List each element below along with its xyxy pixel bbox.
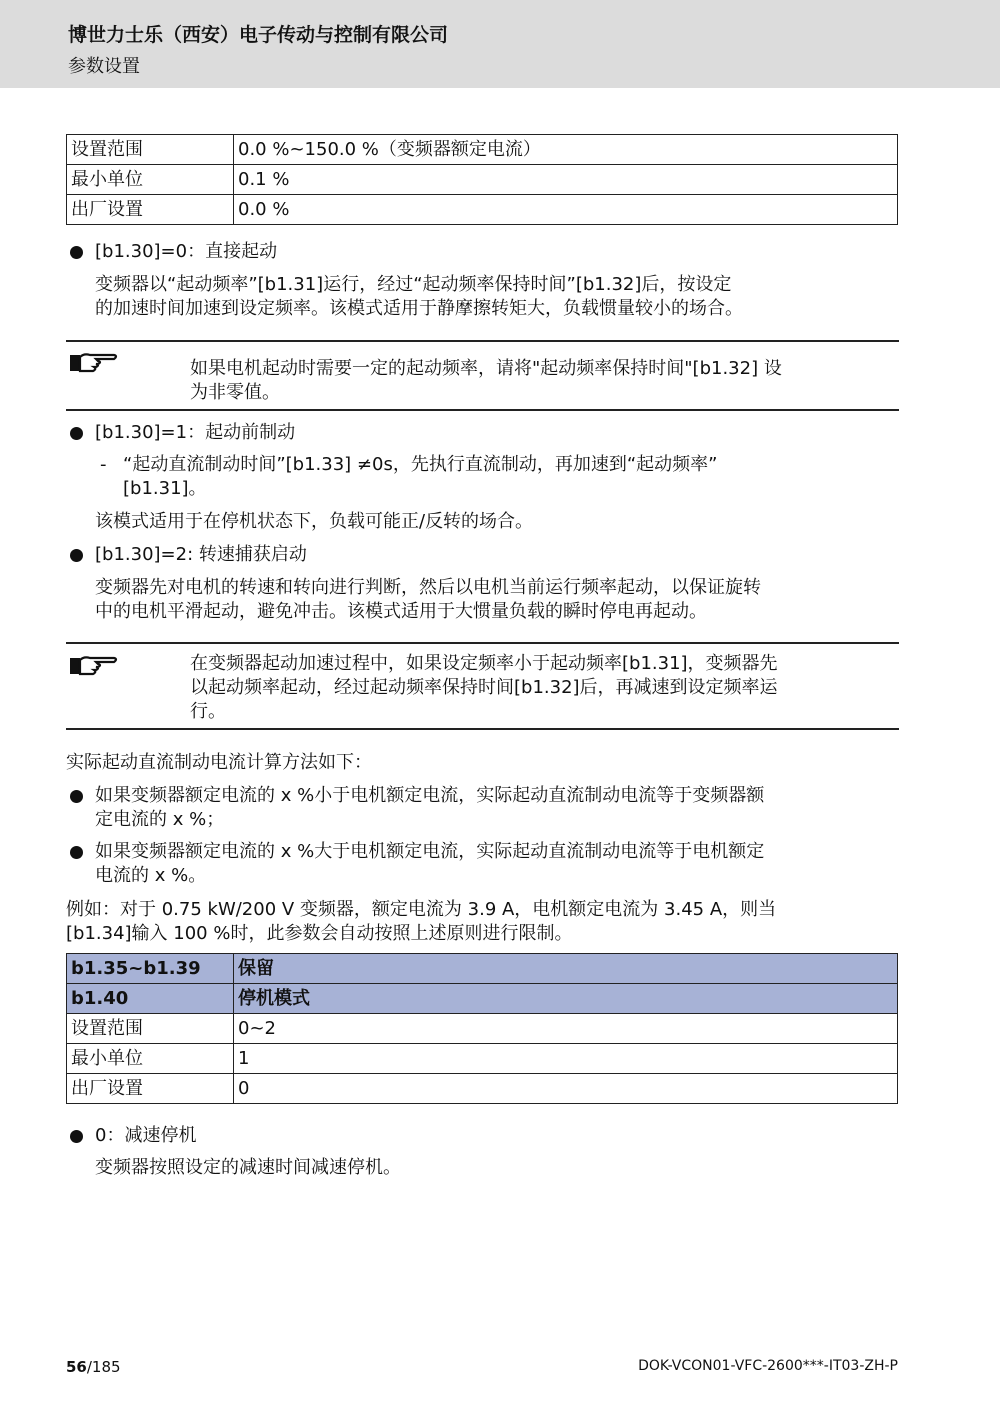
bullet-dot-icon <box>70 1130 83 1143</box>
table-cell-label: 出厂设置 <box>67 1074 234 1104</box>
calc-bullet2-line1: 如果变频器额定电流的 x %大于电机额定电流，实际起动直流制动电流等于电机额定 <box>95 841 765 862</box>
table-cell-value: 0 <box>234 1074 898 1104</box>
page-total: /185 <box>86 1358 121 1376</box>
table-row <box>67 1014 898 1044</box>
company-name: 博世力士乐（西安）电子传动与控制有限公司 <box>68 24 449 46</box>
note-top-rule <box>66 642 899 644</box>
pointing-hand-icon <box>68 652 120 678</box>
note-bottom-rule <box>66 728 899 730</box>
mode2-title: [b1.30]=2: 转速捕获启动 <box>95 544 307 565</box>
note2-line2: 以起动频率起动，经过起动频率保持时间[b1.32]后，再减速到设定频率运 <box>190 677 778 698</box>
page-current: 56 <box>66 1358 87 1376</box>
calc-bullet2-line2: 电流的 x %。 <box>95 865 207 886</box>
mode1-title: [b1.30]=1：起动前制动 <box>95 422 296 443</box>
table-cell-value: 1 <box>234 1044 898 1074</box>
table-cell-label: 最小单位 <box>67 165 234 195</box>
mode0-desc-line2: 的加速时间加速到设定频率。该模式适用于静摩擦转矩大，负载惯量较小的场合。 <box>95 298 743 319</box>
table-header-row <box>67 984 898 1014</box>
table-cell-label: 最小单位 <box>67 1044 234 1074</box>
calc-example-line2: [b1.34]输入 100 %时，此参数会自动按照上述原则进行限制。 <box>66 923 573 944</box>
bullet-dot-icon <box>70 246 83 259</box>
table-cell-label: 出厂设置 <box>67 195 234 225</box>
calc-intro: 实际起动直流制动电流计算方法如下： <box>66 752 372 773</box>
stop0-title: 0：减速停机 <box>95 1125 197 1146</box>
param-name: 保留 <box>234 954 898 984</box>
bullet-dot-icon <box>70 846 83 859</box>
table-row <box>67 1074 898 1104</box>
mode0-title: [b1.30]=0：直接起动 <box>95 241 278 262</box>
param-table-b1-34 <box>66 134 898 225</box>
section-title: 参数设置 <box>68 56 140 77</box>
mode2-desc-line2: 中的电机平滑起动，避免冲击。该模式适用于大惯量负载的瞬时停电再起动。 <box>95 601 707 622</box>
table-row <box>67 165 898 195</box>
param-name: 停机模式 <box>234 984 898 1014</box>
mode0-desc-line1: 变频器以“起动频率”[b1.31]运行，经过“起动频率保持时间”[b1.32]后，按设定 <box>95 274 732 295</box>
calc-bullet1-line1: 如果变频器额定电流的 x %小于电机额定电流，实际起动直流制动电流等于变频器额 <box>95 785 765 806</box>
param-code: b1.40 <box>67 984 234 1014</box>
table-cell-value: 0.0 %~150.0 %（变频器额定电流） <box>234 135 898 165</box>
pointing-hand-icon <box>68 349 120 375</box>
page-header <box>0 0 1000 88</box>
param-table-b1-40 <box>66 953 898 1104</box>
table-row <box>67 135 898 165</box>
table-row <box>67 1044 898 1074</box>
bullet-dot-icon <box>70 790 83 803</box>
calc-example-line1: 例如：对于 0.75 kW/200 V 变频器，额定电流为 3.9 A，电机额定电流为 3.45 A，则当 <box>66 899 777 920</box>
mode1-sub-line2: [b1.31]。 <box>123 478 207 499</box>
note-bottom-rule <box>66 409 899 411</box>
bullet-dot-icon <box>70 427 83 440</box>
mode1-desc: 该模式适用于在停机状态下，负载可能正/反转的场合。 <box>95 511 534 532</box>
mode1-dash: - <box>100 454 107 475</box>
page-number <box>66 1358 121 1376</box>
table-cell-value: 0.0 % <box>234 195 898 225</box>
note1-line1: 如果电机起动时需要一定的起动频率，请将"起动频率保持时间"[b1.32] 设 <box>190 358 782 379</box>
table-cell-value: 0~2 <box>234 1014 898 1044</box>
note2-line3: 行。 <box>190 701 226 722</box>
table-cell-label: 设置范围 <box>67 1014 234 1044</box>
table-cell-value: 0.1 % <box>234 165 898 195</box>
document-id: DOK-VCON01-VFC-2600***-IT03-ZH-P <box>638 1358 898 1374</box>
note1-line2: 为非零值。 <box>190 382 280 403</box>
note2-line1: 在变频器起动加速过程中，如果设定频率小于起动频率[b1.31]，变频器先 <box>190 653 778 674</box>
note-top-rule <box>66 340 899 342</box>
mode2-desc-line1: 变频器先对电机的转速和转向进行判断，然后以电机当前运行频率起动，以保证旋转 <box>95 577 761 598</box>
calc-bullet1-line2: 定电流的 x %； <box>95 809 225 830</box>
stop0-desc: 变频器按照设定的减速时间减速停机。 <box>95 1157 401 1178</box>
table-row <box>67 195 898 225</box>
param-code: b1.35~b1.39 <box>67 954 234 984</box>
table-cell-label: 设置范围 <box>67 135 234 165</box>
table-header-row <box>67 954 898 984</box>
mode1-sub-line1: “起动直流制动时间”[b1.33] ≠0s，先执行直流制动，再加速到“起动频率” <box>123 454 718 475</box>
bullet-dot-icon <box>70 549 83 562</box>
